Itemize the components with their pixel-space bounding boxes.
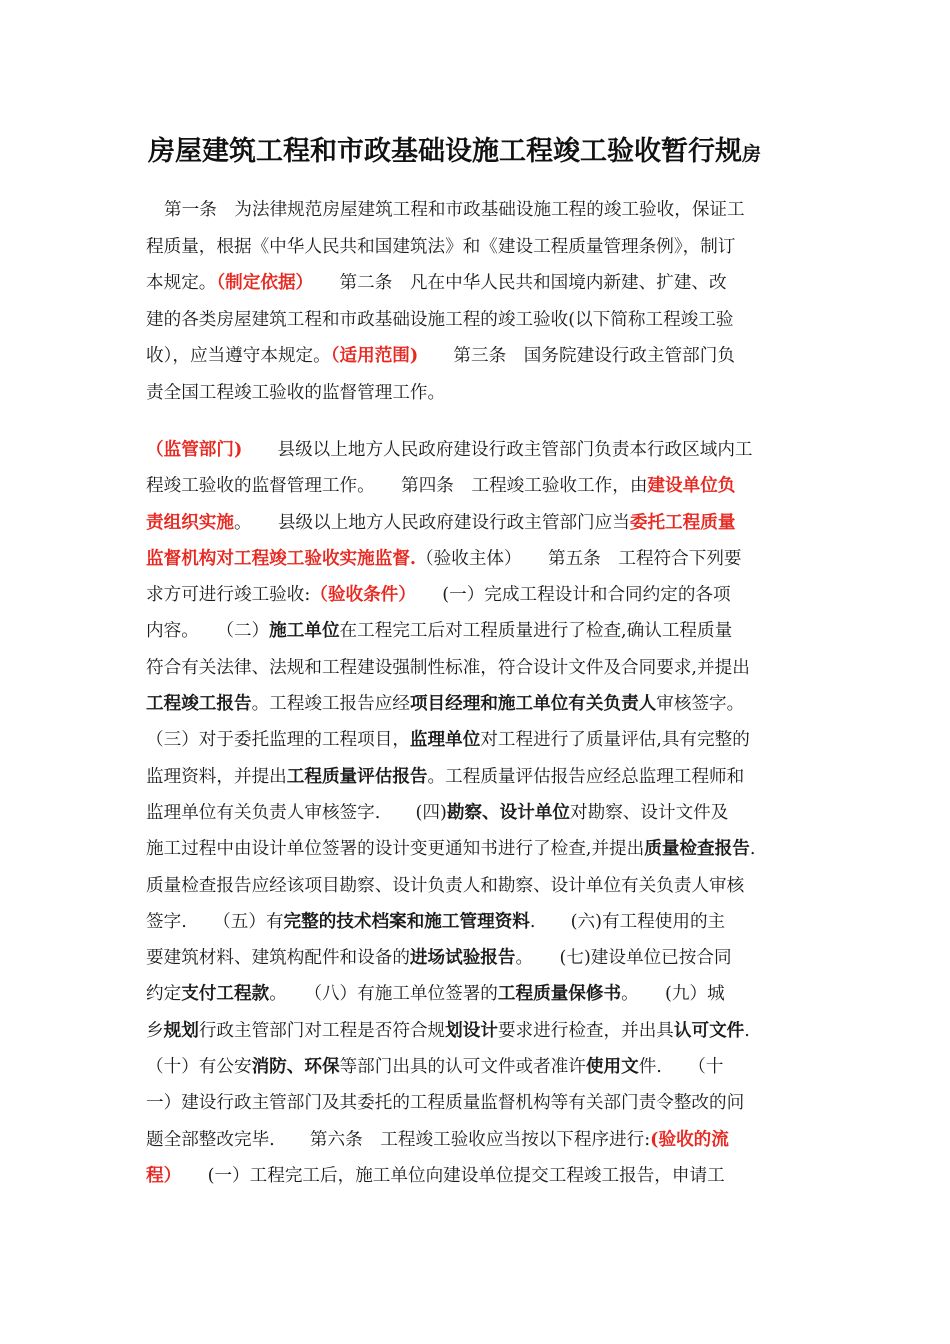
body-text: 。 (七)建设单位已按合同 bbox=[515, 948, 732, 969]
red-heading-text: （适用范围) bbox=[330, 345, 419, 366]
body-text: 程竣工验收的监督管理工作。 第四条 工程竣工验收工作，由 bbox=[146, 476, 648, 497]
text-line bbox=[146, 192, 816, 229]
paragraph-2 bbox=[146, 432, 816, 1194]
bold-text: 认可文件 bbox=[673, 1019, 745, 1041]
text-line bbox=[146, 229, 816, 266]
red-heading-text: (验收的流 bbox=[650, 1128, 729, 1150]
paragraph-1 bbox=[146, 192, 816, 411]
body-text: 求方可进行竣工验收: bbox=[146, 585, 311, 606]
bold-text: 勘察、设计单位 bbox=[446, 801, 570, 823]
bold-text: 质量检查报告 bbox=[644, 838, 750, 860]
red-heading-text: （监管部门) bbox=[146, 439, 243, 460]
bold-text: 进场试验报告 bbox=[409, 947, 516, 969]
body-text: 等部门出具的认可文件或者准许 bbox=[339, 1057, 586, 1078]
body-text: 第二条 凡在中华人民共和国境内新建、扩建、改 bbox=[304, 273, 727, 293]
text-line bbox=[146, 650, 816, 686]
bold-text: 消防、环保 bbox=[251, 1056, 340, 1078]
text-line bbox=[146, 1158, 816, 1194]
body-text: . bbox=[749, 839, 756, 860]
body-text: 。 (九）城 bbox=[621, 984, 725, 1005]
body-text: 乡 bbox=[146, 1020, 164, 1041]
text-line bbox=[146, 1085, 816, 1121]
bold-text: 项目经理和施工单位有关负责人 bbox=[409, 693, 657, 715]
text-line bbox=[146, 505, 816, 541]
text-line bbox=[146, 375, 816, 412]
body-text: 要求进行检查，并出具 bbox=[497, 1020, 674, 1041]
text-line bbox=[146, 613, 816, 649]
text-line bbox=[146, 722, 816, 758]
red-heading-text: 建设单位负 bbox=[647, 475, 736, 497]
body-text: 题全部整改完毕. 第六条 工程竣工验收应当按以下程序进行: bbox=[146, 1129, 651, 1150]
text-line bbox=[146, 759, 816, 795]
text-line bbox=[146, 686, 816, 722]
body-text: 行政主管部门对工程是否符合规 bbox=[198, 1020, 446, 1041]
body-text: （验收主体） 第五条 工程符合下列要 bbox=[416, 548, 742, 569]
body-text: 县级以上地方人民政府建设行政主管部门负责本行政区域内工 bbox=[242, 440, 753, 460]
bold-text: 工程质量保修书 bbox=[497, 983, 622, 1005]
text-line bbox=[146, 868, 816, 904]
bold-text: 工程质量评估报告 bbox=[286, 765, 428, 787]
text-line bbox=[146, 302, 816, 339]
body-text: 。 县级以上地方人民政府建设行政主管部门应当 bbox=[233, 512, 630, 533]
text-line bbox=[146, 904, 816, 940]
body-text: 审核签字。 bbox=[656, 694, 745, 715]
text-line bbox=[146, 541, 816, 577]
body-text: 建的各类房屋建筑工程和市政基础设施工程的竣工验收(以下简称工程竣工验 bbox=[146, 309, 734, 330]
body-text: 程质量，根据《中华人民共和国建筑法》和《建设工程质量管理条例》，制订 bbox=[146, 236, 736, 257]
red-heading-text: 责组织实施 bbox=[146, 511, 234, 533]
body-text: 要建筑材料、建筑构配件和设备的 bbox=[146, 948, 410, 969]
body-text: 。 （八）有施工单位签署的 bbox=[269, 984, 498, 1005]
body-text: 一）建设行政主管部门及其委托的工程质量监督机构等有关部门责令整改的问 bbox=[146, 1093, 745, 1114]
text-line bbox=[146, 577, 816, 613]
text-line bbox=[146, 338, 816, 375]
bold-text: 工程竣工报告 bbox=[146, 693, 252, 715]
body-text: 责全国工程竣工验收的监督管理工作。 bbox=[146, 382, 446, 403]
body-text: 本规定。 bbox=[146, 273, 217, 293]
body-text: 第一条 为法律规范房屋建筑工程和市政基础设施工程的竣工验收，保证工 bbox=[164, 200, 745, 220]
red-heading-text: （制定依据） bbox=[216, 272, 305, 293]
text-line bbox=[146, 831, 816, 867]
body-text: 。工程质量评估报告应经总监理工程师和 bbox=[427, 766, 745, 787]
text-line bbox=[146, 1013, 816, 1049]
body-text: 签字. （五）有 bbox=[146, 911, 284, 932]
body-text: （十）有公安 bbox=[146, 1057, 252, 1078]
text-line bbox=[146, 795, 816, 831]
body-text: 在工程完工后对工程质量进行了检查,确认工程质量 bbox=[339, 621, 733, 642]
body-text: . bbox=[744, 1020, 750, 1041]
red-heading-text: （验收条件） bbox=[310, 584, 408, 606]
body-text: 收），应当遵守本规定。 bbox=[146, 346, 331, 366]
body-text: 第三条 国务院建设行政主管部门负 bbox=[418, 346, 735, 366]
body-text: 。工程竣工报告应经 bbox=[251, 694, 410, 715]
body-text: 对工程进行了质量评估,具有完整的 bbox=[480, 730, 750, 751]
document-title bbox=[148, 132, 828, 174]
body-text: 监理资料，并提出 bbox=[146, 766, 287, 787]
text-line bbox=[146, 468, 816, 504]
body-text: 施工过程中由设计单位签署的设计变更通知书进行了检查,并提出 bbox=[146, 839, 645, 860]
body-text: 监理单位有关负责人审核签字. (四) bbox=[146, 802, 447, 823]
text-line bbox=[146, 1122, 816, 1158]
body-text: (一）工程完工后，施工单位向建设单位提交工程竣工报告，申请工 bbox=[172, 1165, 725, 1186]
body-text: (一）完成工程设计和合同约定的各项 bbox=[407, 585, 731, 606]
body-text: 符合有关法律、法规和工程建设强制性标准，符合设计文件及合同要求,并提出 bbox=[146, 657, 750, 678]
bold-text: 支付工程款 bbox=[181, 983, 270, 1005]
bold-text: 完整的技术档案和施工管理资料 bbox=[283, 910, 530, 932]
text-line bbox=[146, 432, 816, 468]
bold-text: 施工单位 bbox=[269, 620, 340, 642]
title-text: 房屋建筑工程和市政基础设施工程竣工验收暂行规 bbox=[148, 136, 742, 167]
text-line bbox=[146, 1049, 816, 1085]
body-text: 对勘察、设计文件及 bbox=[570, 802, 729, 823]
text-line bbox=[146, 265, 816, 302]
text-line bbox=[146, 976, 816, 1012]
body-text: . (六)有工程使用的主 bbox=[529, 911, 726, 932]
body-text: （三）对于委托监理的工程项目， bbox=[146, 730, 410, 751]
red-heading-text: 委托工程质量 bbox=[629, 511, 736, 533]
bold-text: 划设计 bbox=[445, 1019, 498, 1041]
body-text: 内容。 （二） bbox=[146, 621, 270, 642]
body-text: 件. （十 bbox=[638, 1057, 724, 1078]
title-tail: 房 bbox=[742, 143, 762, 165]
body-text: 质量检查报告应经该项目勘察、设计负责人和勘察、设计单位有关负责人审核 bbox=[146, 875, 745, 896]
bold-text: 监理单位 bbox=[409, 729, 481, 751]
red-heading-text: 监督机构对工程竣工验收实施监督. bbox=[146, 547, 417, 569]
body-text: 约定 bbox=[146, 984, 182, 1005]
bold-text: 使用文 bbox=[585, 1056, 639, 1078]
text-line bbox=[146, 940, 816, 976]
bold-text: 规划 bbox=[163, 1019, 199, 1041]
red-heading-text: 程） bbox=[146, 1164, 173, 1186]
